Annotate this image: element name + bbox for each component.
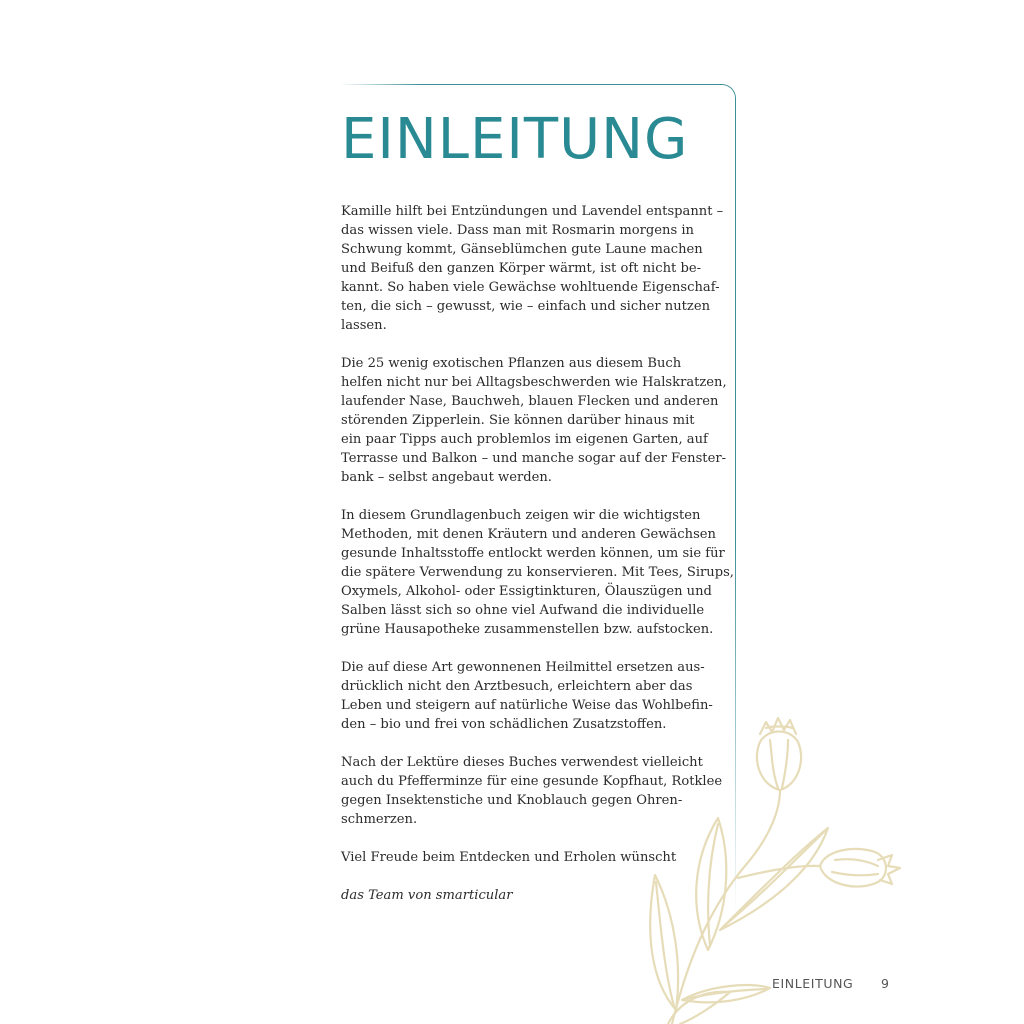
page-number: 9 — [881, 976, 889, 991]
text-line: Schwung kommt, Gänseblümchen gute Laune machen — [341, 242, 703, 257]
poppy-plant-illustration-icon — [620, 700, 920, 1024]
text-line: Oxymels, Alkohol- oder Essigtinkturen, Ölauszügen und — [341, 584, 712, 599]
text-line: drücklich nicht den Arztbesuch, erleichtern aber das — [341, 679, 693, 694]
text-line: bank – selbst angebaut werden. — [341, 470, 552, 485]
text-line: die spätere Verwendung zu konservieren. Mit Tees, Sirups, — [341, 565, 734, 580]
text-line: ten, die sich – gewusst, wie – einfach und sicher nutzen — [341, 299, 711, 314]
text-line: kannt. So haben viele Gewächse wohltuende Eigenschaf- — [341, 280, 720, 295]
frame-fade — [340, 82, 420, 88]
text-line: Terrasse und Balkon – und manche sogar auf der Fenster- — [341, 451, 727, 466]
text-line: den – bio und frei von schädlichen Zusatzstoffen. — [341, 717, 667, 732]
text-line: Viel Freude beim Entdecken und Erholen wünscht — [341, 850, 677, 865]
text-line: Die auf diese Art gewonnenen Heilmittel ersetzen aus- — [341, 660, 705, 675]
signature: das Team von smarticular — [341, 888, 513, 903]
paragraph-2 — [341, 354, 725, 487]
text-line: In diesem Grundlagenbuch zeigen wir die wichtigsten — [341, 508, 701, 523]
text-line: Methoden, mit denen Kräutern und anderen Gewächsen — [341, 527, 716, 542]
text-line: helfen nicht nur bei Alltagsbeschwerden wie Halskratzen, — [341, 375, 727, 390]
text-line: grüne Hausapotheke zusammenstellen bzw. aufstocken. — [341, 622, 714, 637]
text-line: laufender Nase, Bauchweh, blauen Flecken und anderen — [341, 394, 719, 409]
text-line: lassen. — [341, 318, 387, 333]
text-line: Die 25 wenig exotischen Pflanzen aus diesem Buch — [341, 356, 682, 371]
text-line: gegen Insektenstiche und Knoblauch gegen Ohren- — [341, 793, 683, 808]
text-line: Leben und steigern auf natürliche Weise das Wohlbefin- — [341, 698, 713, 713]
text-line: das wissen viele. Dass man mit Rosmarin morgens in — [341, 223, 694, 238]
text-line: Kamille hilft bei Entzündungen und Lavendel entspannt – — [341, 204, 724, 219]
text-line: Nach der Lektüre dieses Buches verwendest vielleicht — [341, 755, 703, 770]
paragraph-3 — [341, 506, 734, 639]
text-line: schmerzen. — [341, 812, 418, 827]
text-line: gesunde Inhaltsstoffe entlockt werden können, um sie für — [341, 546, 725, 561]
text-line: ein paar Tipps auch problemlos im eigenen Garten, auf — [341, 432, 708, 447]
text-line: und Beifuß den ganzen Körper wärmt, ist oft nicht be- — [341, 261, 701, 276]
text-line: auch du Pfefferminze für eine gesunde Kopfhaut, Rotklee — [341, 774, 723, 789]
text-line: störenden Zipperlein. Sie können darüber hinaus mit — [341, 413, 695, 428]
chapter-title: EINLEITUNG — [341, 107, 689, 172]
running-footer-section: EINLEITUNG — [772, 976, 854, 991]
text-line: Salben lässt sich so ohne viel Aufwand die individuelle — [341, 603, 705, 618]
paragraph-1 — [341, 202, 725, 335]
